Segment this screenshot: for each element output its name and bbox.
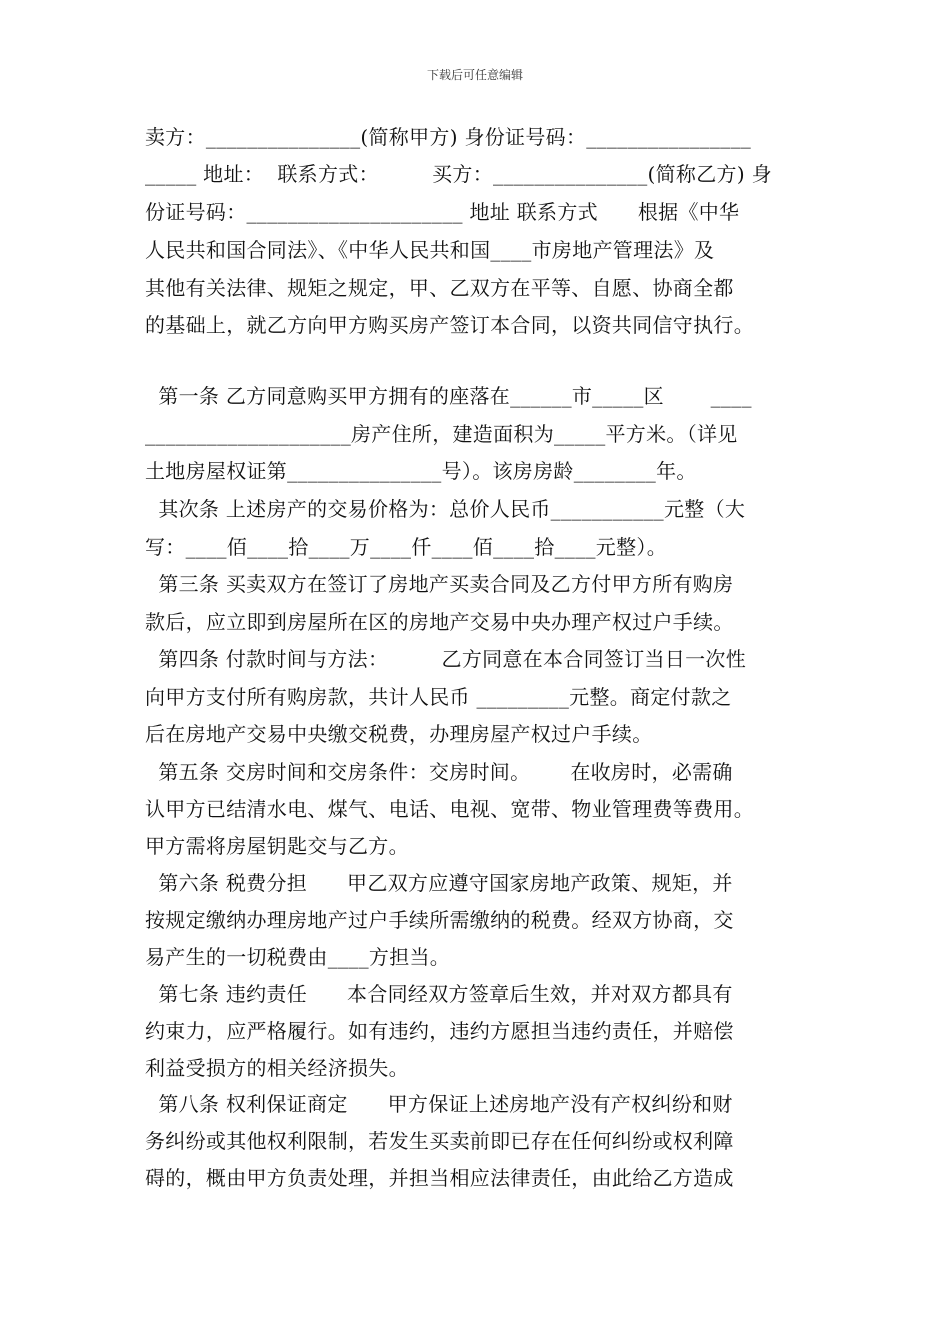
text-line: 第五条 交房时间和交房条件：交房时间。 在收房时，必需确: [145, 760, 733, 784]
text-line: ____________________房产住所，建造面积为_____平方米。（详见: [145, 422, 738, 446]
text-line: 第三条 买卖双方在签订了房地产买卖合同及乙方付甲方所有购房: [145, 572, 734, 596]
text-line: 份证号码：_____________________ 地址 联系方式 根据《中华: [145, 200, 740, 224]
text-line: 第七条 违约责任 本合同经双方签章后生效，并对双方都具有: [145, 982, 733, 1006]
page-header: 下载后可任意编辑: [426, 68, 523, 82]
text-line: 后在房地产交易中央缴交税费，办理房屋产权过户手续。: [145, 722, 653, 746]
text-line: 务纠纷或其他权利限制，若发生买卖前即已存在任何纠纷或权利障: [145, 1129, 734, 1153]
text-line: 第一条 乙方同意购买甲方拥有的座落在______市_____区 ____: [145, 384, 752, 408]
text-line: 碍的，概由甲方负责处理，并担当相应法律责任，由此给乙方造成: [145, 1166, 734, 1190]
text-line: 甲方需将房屋钥匙交与乙方。: [145, 834, 409, 858]
text-line: 按规定缴纳办理房地产过户手续所需缴纳的税费。经双方协商，交: [145, 908, 734, 932]
text-line: 写：____佰____拾____万____仟____佰____拾____元整）。: [145, 535, 667, 559]
text-line: 的基础上，就乙方向甲方购买房产签订本合同，以资共同信守执行。: [145, 313, 754, 337]
text-line: 约束力，应严格履行。如有违约，违约方愿担当违约责任，并赔偿: [145, 1019, 734, 1043]
text-line: _____ 地址： 联系方式： 买方：_______________(简称乙方) 身: [145, 162, 772, 186]
text-line: 土地房屋权证第_______________号）。该房房龄________年。: [145, 459, 697, 483]
text-line: 其次条 上述房产的交易价格为：总价人民币___________元整（大: [145, 497, 746, 521]
text-line: 认甲方已结清水电、煤气、电话、电视、宽带、物业管理费等费用。: [145, 797, 754, 821]
text-line: 利益受损方的相关经济损失。: [145, 1056, 409, 1080]
text-line: 第六条 税费分担 甲乙双方应遵守国家房地产政策、规矩，并: [145, 871, 733, 895]
text-line: 向甲方支付所有购房款，共计人民币 _________元整。商定付款之: [145, 685, 732, 709]
text-line: 其他有关法律、规矩之规定，甲、乙双方在平等、自愿、协商全都: [145, 276, 734, 300]
text-line: 易产生的一切税费由____方担当。: [145, 945, 451, 969]
text-line: 第四条 付款时间与方法： 乙方同意在本合同签订当日一次性: [145, 647, 747, 671]
text-line: 第八条 权利保证商定 甲方保证上述房地产没有产权纠纷和财: [145, 1092, 733, 1116]
text-line: 人民共和国合同法》、《中华人民共和国____市房地产管理法》及: [145, 238, 715, 262]
text-line: 卖方：_______________(简称甲方) 身份证号码：________________: [145, 125, 752, 149]
text-line: 款后，应立即到房屋所在区的房地产交易中央办理产权过户手续。: [145, 610, 734, 634]
